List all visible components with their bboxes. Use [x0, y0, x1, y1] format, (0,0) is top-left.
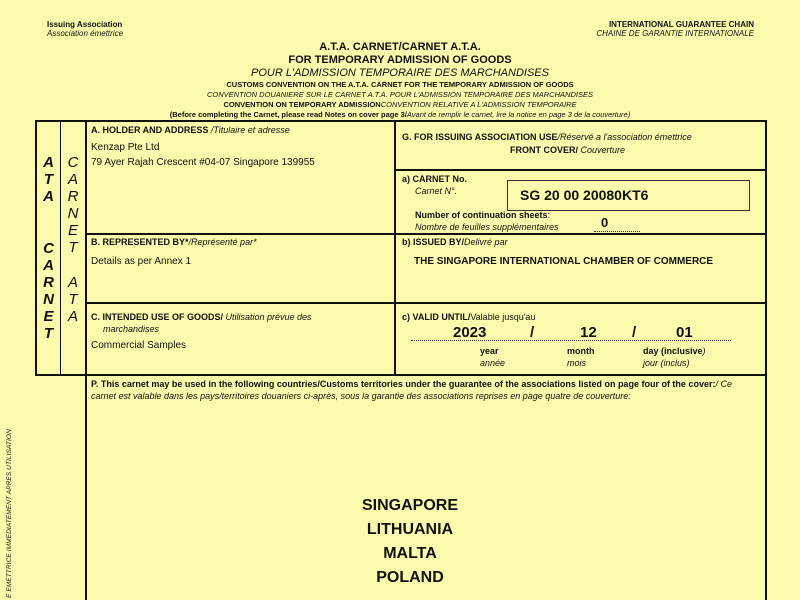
side-carnet-bold: C A R N E T — [43, 240, 54, 342]
title-line-3: POUR L'ADMISSION TEMPORAIRE DES MARCHANDISES — [251, 67, 549, 79]
top-border — [35, 120, 766, 122]
convention-line-1: CUSTOMS CONVENTION ON THE A.T.A. CARNET FOR THE TEMPORARY ADMISSION OF GOODS — [226, 80, 574, 89]
guarantee-chain-label-fr: CHAINE DE GARANTIE INTERNATIONALE — [596, 29, 754, 38]
main-left-border — [85, 120, 87, 600]
carnet-no-label: a) CARNET No. — [402, 174, 467, 184]
valid-year: 2023 — [453, 324, 487, 341]
side-ata-bold: A T A — [43, 154, 54, 205]
box-c-label-fr: Utilisation prévue des — [223, 312, 312, 322]
convention-line-3-en: CONVENTION ON TEMPORARY ADMISSION — [223, 100, 381, 109]
box-b-label-fr: /Représenté par* — [188, 237, 257, 247]
country-item: POLAND — [376, 569, 444, 586]
middle-divider — [394, 120, 396, 375]
continuation-sheets-colon: : — [547, 210, 551, 220]
convention-line-2: CONVENTION DOUANIERE SUR LE CARNET A.T.A. POUR L'ADMISSION TEMPORAIRE DES MARCHANDISES — [207, 90, 593, 99]
box-c-label — [91, 312, 312, 322]
box-p-text-fr: / Ce carnet est valable dans les pays/territoires douaniers ci-après, sous la garantie des associations reprises en page quatre de couverture: — [91, 379, 732, 401]
holder-address: 79 Ayer Rajah Crescent #04-07 Singapore 139955 — [91, 157, 315, 168]
notes-line-fr: Avant de remplir le carnet, lire la notice en page 3 de la couverture) — [406, 110, 631, 119]
side-carnet-italic: C A R N E T — [67, 154, 79, 256]
valid-month: 12 — [580, 324, 597, 341]
issued-by-label-en: b) ISSUED BY/ — [402, 237, 465, 247]
g-box-bottom — [396, 169, 766, 171]
year-label: year — [480, 346, 499, 356]
convention-line-3 — [0, 100, 800, 110]
country-item: MALTA — [383, 545, 437, 562]
row-3-bottom — [35, 374, 766, 376]
side-ata-italic: A T A — [67, 274, 78, 325]
box-g-label-fr: /Réservé a l'association émettrice — [557, 132, 692, 142]
continuation-sheets-label — [415, 210, 550, 220]
issued-by-label-fr: Delivré par — [464, 237, 508, 247]
row-2-bottom — [85, 302, 766, 304]
carnet-number-box — [507, 180, 750, 211]
continuation-sheets-en: Number of continuation sheets — [415, 210, 548, 220]
title-line-2: FOR TEMPORARY ADMISSION OF GOODS — [288, 54, 512, 66]
represented-by-value: Details as per Annex 1 — [91, 256, 192, 267]
issued-by-value: THE SINGAPORE INTERNATIONAL CHAMBER OF COMMERCE — [414, 256, 714, 267]
issuing-association-label-fr: Association émettrice — [47, 29, 124, 38]
intended-use-value: Commercial Samples — [91, 340, 187, 351]
holder-name: Kenzap Pte Ltd — [91, 142, 160, 153]
box-p-text-en: P. This carnet may be used in the following countries/Customs territories under the guarantee of the associations listed on page four of the cover: — [91, 379, 716, 389]
row-1-bottom — [85, 233, 766, 235]
notes-line — [0, 110, 800, 120]
continuation-sheets-label-fr: Nombre de feuilles supplémentaires — [415, 222, 559, 232]
date-sep-2: / — [632, 324, 637, 341]
box-p-text — [91, 378, 756, 402]
convention-line-3-fr: CONVENTION RELATIVE A L'ADMISSION TEMPORAIRE — [380, 100, 577, 109]
continuation-sheets-value: 0 — [601, 215, 609, 230]
carnet-number-value: SG 20 00 20080KT6 — [520, 187, 649, 203]
front-cover-fr: Couverture — [578, 145, 626, 155]
country-item: LITHUANIA — [366, 521, 454, 538]
side-vertical-note: E EMETTRICE IMMEDIATEMENT APRES UTILISATION — [6, 429, 13, 598]
title-line-1: A.T.A. CARNET/CARNET A.T.A. — [319, 41, 481, 53]
box-c-label-fr-2: marchandises — [103, 324, 160, 334]
right-border — [765, 120, 767, 600]
issuing-association-label: Issuing Association — [47, 20, 123, 29]
valid-until-label-en: c) VALID UNTIL/ — [402, 312, 471, 322]
guarantee-chain-label: INTERNATIONAL GUARANTEE CHAIN — [608, 20, 754, 29]
box-b-label — [91, 237, 257, 247]
issued-by-label — [402, 237, 508, 247]
date-sep-1: / — [530, 324, 535, 341]
valid-day: 01 — [676, 324, 693, 341]
valid-until-label-fr: Valable jusqu'au — [470, 312, 536, 322]
day-label-close: ) — [702, 346, 706, 356]
country-item: SINGAPORE — [361, 497, 458, 514]
day-label — [643, 346, 706, 356]
box-b-label-en: B. REPRESENTED BY* — [91, 237, 189, 247]
box-g-label-en: G. FOR ISSUING ASSOCIATION USE — [402, 132, 558, 142]
box-a-label — [91, 125, 290, 135]
box-a-label-fr: /Titulaire et adresse — [210, 125, 290, 135]
front-cover-label — [510, 145, 625, 155]
year-label-fr: année — [480, 358, 506, 368]
day-label-fr: jour (inclus) — [643, 358, 690, 368]
box-a-label-en: A. HOLDER AND ADDRESS — [91, 125, 209, 135]
month-label-fr: mois — [567, 358, 587, 368]
notes-line-en: (Before completing the Carnet, please read Notes on cover page 3/ — [169, 110, 407, 119]
front-cover-en: FRONT COVER/ — [510, 145, 579, 155]
month-label: month — [567, 346, 595, 356]
valid-until-label — [402, 312, 535, 322]
box-g-label — [402, 132, 692, 142]
carnet-no-label-fr: Carnet N°. — [415, 186, 458, 196]
box-c-label-en: C. INTENDED USE OF GOODS/ — [91, 312, 224, 322]
day-label-en: day (inclusive — [643, 346, 703, 356]
